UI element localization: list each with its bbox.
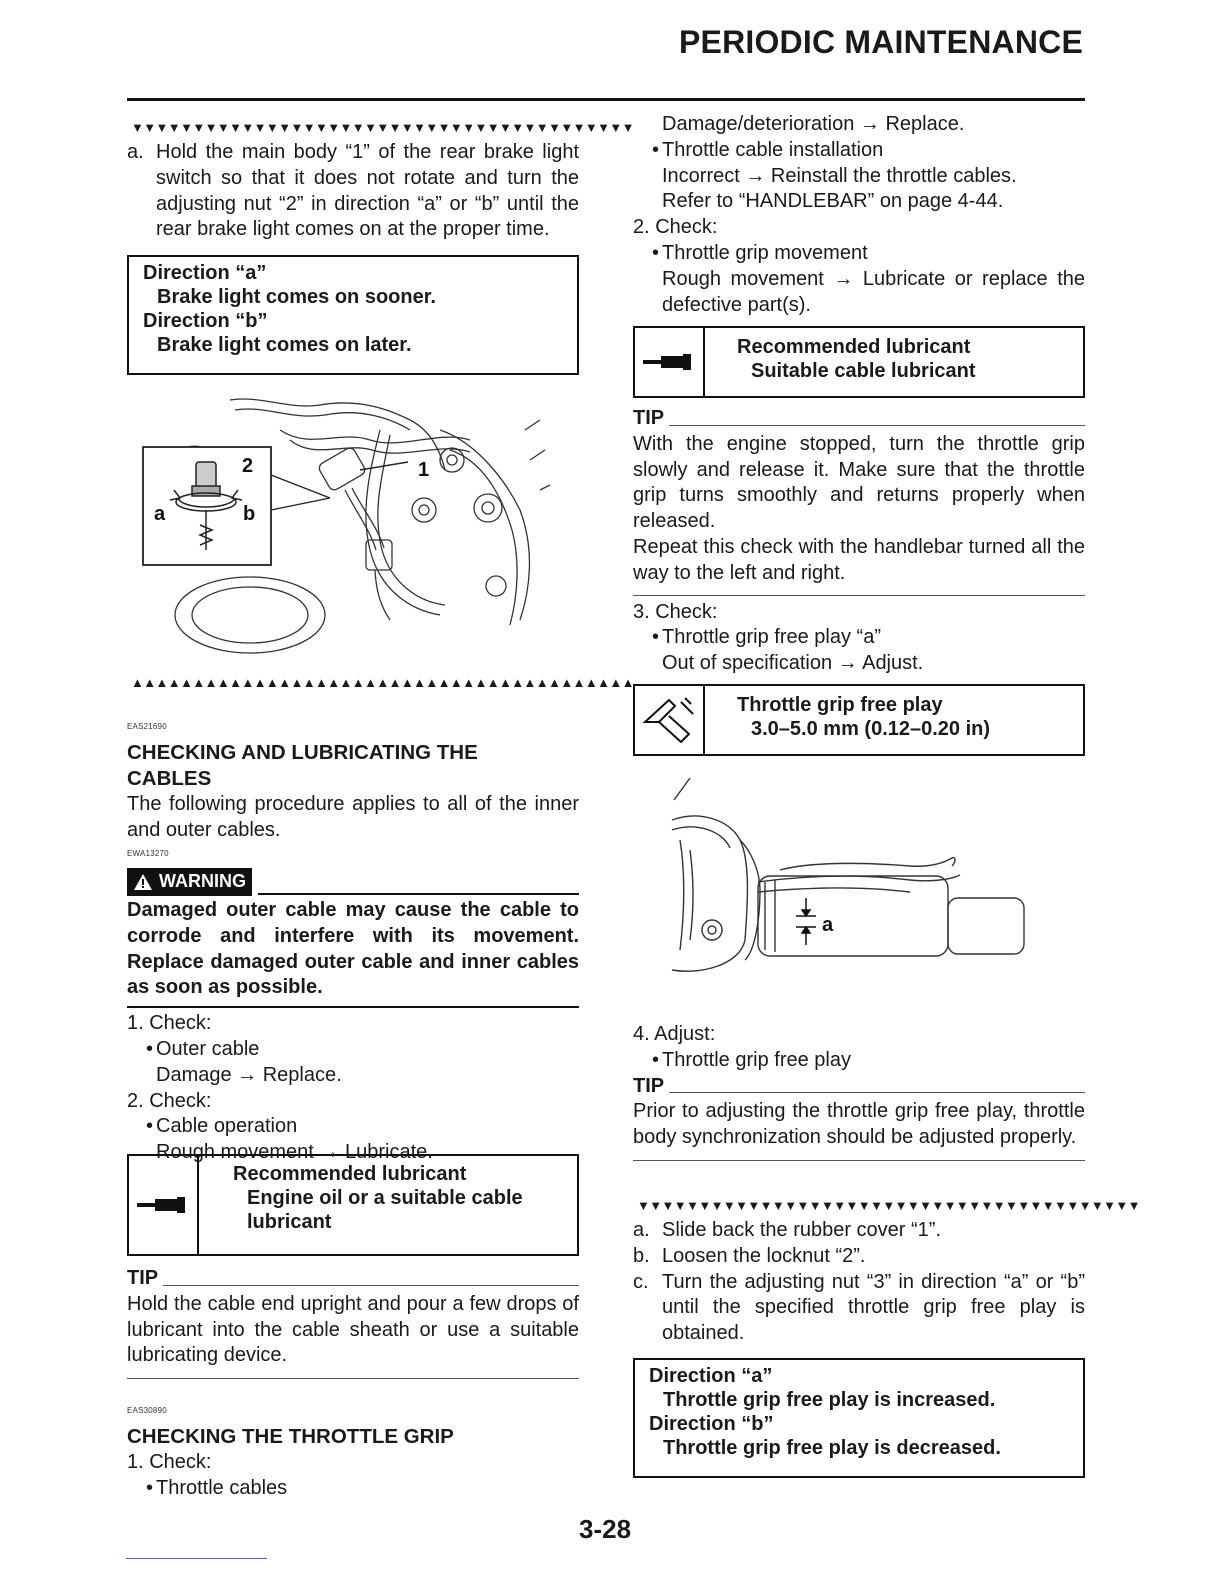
lub-title-throttle: Recommended lubricant: [737, 336, 971, 358]
tip-label-cables: TIP: [127, 1267, 159, 1289]
spec-icon-cell: [635, 686, 705, 754]
right-line1: Damage/deterioration → Replace.: [662, 113, 965, 135]
page-number: 3-28: [579, 1514, 632, 1544]
cables-title-line2: CABLES: [127, 766, 212, 790]
throttle-direction-a-effect: Throttle grip free play is increased.: [663, 1389, 996, 1411]
throttle-tip-1: TIP With the engine stopped, turn the throttle grip slowly and release it. Make sure that the throttle grip turns smoothly and returns properly when released. Repeat this check with the handlebar turned all the way to the left and right. 3. Check: • Throttle grip free play “a” Out of specification → Adjust.: [633, 406, 1085, 677]
cables-step2-result: Rough movement → Lubricate.: [156, 1141, 433, 1164]
fig2-label-a: a: [822, 914, 834, 936]
throttle-code: EAS30890: [127, 1406, 167, 1415]
sub-c-marker: c.: [633, 1270, 649, 1293]
adjust-substeps: [633, 1218, 1085, 1347]
throttle-title: CHECKING THE THROTTLE GRIP: [127, 1424, 454, 1448]
lubricant-icon-cell-2: [635, 328, 705, 396]
right-step3: 3. Check:: [633, 600, 718, 623]
spec-box-free-play: [633, 684, 1085, 756]
cables-code: EAS21690: [127, 722, 167, 731]
cables-tip: [127, 1266, 579, 1379]
oil-can-icon: [135, 1195, 191, 1215]
sub-a-text: Slide back the rubber cover “1”.: [662, 1219, 942, 1241]
direction-a-label: Direction “a”: [143, 262, 267, 284]
fig1-label-1: 1: [418, 459, 430, 481]
direction-b-effect: Brake light comes on later.: [157, 334, 412, 356]
warning-badge: [127, 868, 252, 896]
warning-code: EWA13270: [127, 849, 169, 859]
throttle-grip-figure: [660, 770, 1040, 985]
cables-intro: The following procedure applies to all of the inner and outer cables.: [127, 792, 579, 841]
right-step2: 2. Check:: [633, 216, 718, 239]
cables-step1-result: Damage → Replace.: [156, 1063, 342, 1086]
tip-text-cables: Hold the cable end upright and pour a few drops of lubricant into the cable sheath or use a suitable lubricating device.: [127, 1292, 579, 1379]
page-title: PERIODIC MAINTENANCE: [678, 24, 1083, 60]
warning-text: Damaged outer cable may cause the cable to corrode and interfere with its movement. Replace damaged outer cable and inner cables as soon as possible.: [127, 898, 579, 1008]
cables-step2: 2. Check:: [127, 1089, 212, 1112]
warning-icon: [133, 873, 153, 891]
right-step2-result: Rough movement → Lubricate or replace the defective part(s).: [662, 267, 1085, 316]
direction-box-brake: [127, 255, 579, 375]
sub-c-text: Turn the adjusting nut “3” in direction “a” or “b” until the specified throttle grip free play is obtained.: [662, 1270, 1085, 1345]
fig1-label-b: b: [243, 503, 256, 525]
step-a: [127, 140, 579, 243]
sub-a-marker: a.: [633, 1219, 650, 1241]
cables-step1-item: Outer cable: [156, 1037, 260, 1060]
sub-b-text: Loosen the locknut “2”.: [662, 1244, 866, 1267]
throttle-section: EAS30890 CHECKING THE THROTTLE GRIP 1. Check: • Throttle cables: [127, 1398, 579, 1501]
spec-value: 3.0–5.0 mm (0.12–0.20 in): [751, 718, 991, 740]
spec-title: Throttle grip free play: [737, 694, 943, 716]
throttle-step1: 1. Check:: [127, 1450, 212, 1473]
install-item: Throttle cable installation: [662, 138, 884, 161]
cables-section: EAS21690 CHECKING AND LUBRICATING THE CABLES The following procedure applies to all of the inner and outer cables. EWA13270 WARNING Damaged outer cable may cause the cable to corrode and interfere with its movement. Replace damaged outer cable and inner cables as soon as possible. 1. Check: • Outer cable Damage → Replace. 2. Check: • Cable operation Rough movement → Lubricate.: [127, 714, 579, 1166]
tip2-text: Prior to adjusting the throttle grip free play, throttle body synchronization should be adjusted properly.: [633, 1099, 1085, 1161]
right-step2-item: Throttle grip movement: [662, 241, 868, 264]
direction-a-effect: Brake light comes on sooner.: [157, 286, 436, 308]
lub-value-cables: Engine oil or a suitable cable lubricant: [247, 1187, 523, 1233]
header-rule: [127, 98, 1085, 101]
tip1-label: TIP: [633, 407, 665, 429]
cables-step2-item: Cable operation: [156, 1115, 298, 1138]
footer-link-line: [126, 1558, 267, 1559]
tip2-label: TIP: [633, 1074, 665, 1097]
sub-b-marker: b.: [633, 1244, 650, 1267]
procedure-start-marker: ▼▼▼▼▼▼▼▼▼▼▼▼▼▼▼▼▼▼▼▼▼▼▼▼▼▼▼▼▼▼▼▼▼▼▼▼▼▼▼▼▼: [131, 120, 634, 135]
right-step4-item: Throttle grip free play: [662, 1048, 851, 1071]
install-ref: Refer to “HANDLEBAR” on page 4-44.: [662, 190, 1004, 213]
lubricant-box-throttle: [633, 326, 1085, 398]
adjust-section: 4. Adjust: • Throttle grip free play TIP Prior to adjusting the throttle grip free play, throttle body synchronization should be adjusted properly.: [633, 1022, 1085, 1161]
lubricant-icon-cell: [129, 1156, 199, 1254]
cables-step1: 1. Check:: [127, 1012, 212, 1035]
cables-title-line1: CHECKING AND LUBRICATING THE: [127, 740, 478, 764]
tip1-text1: With the engine stopped, turn the throttle grip slowly and release it. Make sure that the throttle grip turns smoothly and returns properly when released.: [633, 432, 1085, 533]
step-a-text: Hold the main body “1” of the rear brake light switch so that it does not rotate and turn the adjusting nut “2” in direction “a” or “b” until the rear brake light comes on at the proper time.: [156, 141, 579, 241]
right-column-top: Damage/deterioration → Replace. • Throttle cable installation Incorrect → Reinstall the throttle cables. Refer to “HANDLEBAR” on page 4-44. 2. Check: • Throttle grip movement Rough movement → Lubricate or replace the defective part(s).: [633, 112, 1085, 318]
install-result: Incorrect → Reinstall the throttle cables.: [662, 164, 1017, 187]
right-step3-result: Out of specification → Adjust.: [662, 652, 924, 675]
fig1-label-a: a: [154, 503, 166, 525]
throttle-direction-b-effect: Throttle grip free play is decreased.: [663, 1437, 1001, 1459]
lub-title-cables: Recommended lubricant: [233, 1163, 467, 1185]
throttle-direction-b-label: Direction “b”: [649, 1413, 774, 1435]
lub-value-throttle: Suitable cable lubricant: [751, 360, 976, 382]
procedure-end-marker: ▲▲▲▲▲▲▲▲▲▲▲▲▲▲▲▲▲▲▲▲▲▲▲▲▲▲▲▲▲▲▲▲▲▲▲▲▲▲▲▲▲: [131, 675, 634, 690]
direction-b-label: Direction “b”: [143, 310, 268, 332]
right-step4: 4. Adjust:: [633, 1023, 716, 1045]
step-a-marker: a.: [127, 141, 144, 163]
warning-header: [127, 868, 579, 896]
right-step3-item: Throttle grip free play “a”: [662, 626, 881, 649]
throttle-step1-item: Throttle cables: [156, 1476, 288, 1499]
brake-switch-figure: [140, 390, 555, 640]
warning-label: WARNING: [159, 871, 246, 892]
direction-box-throttle: [633, 1358, 1085, 1478]
tip1-text2: Repeat this check with the handlebar turned all the way to the left and right.: [633, 535, 1085, 596]
throttle-direction-a-label: Direction “a”: [649, 1365, 773, 1387]
fig1-label-2: 2: [242, 455, 254, 477]
oil-can-icon: [641, 352, 697, 372]
lubricant-box-cables: [127, 1154, 579, 1256]
caliper-icon: [641, 694, 697, 746]
adjust-procedure-marker: ▼▼▼▼▼▼▼▼▼▼▼▼▼▼▼▼▼▼▼▼▼▼▼▼▼▼▼▼▼▼▼▼▼▼▼▼▼▼▼▼▼: [637, 1198, 1140, 1213]
